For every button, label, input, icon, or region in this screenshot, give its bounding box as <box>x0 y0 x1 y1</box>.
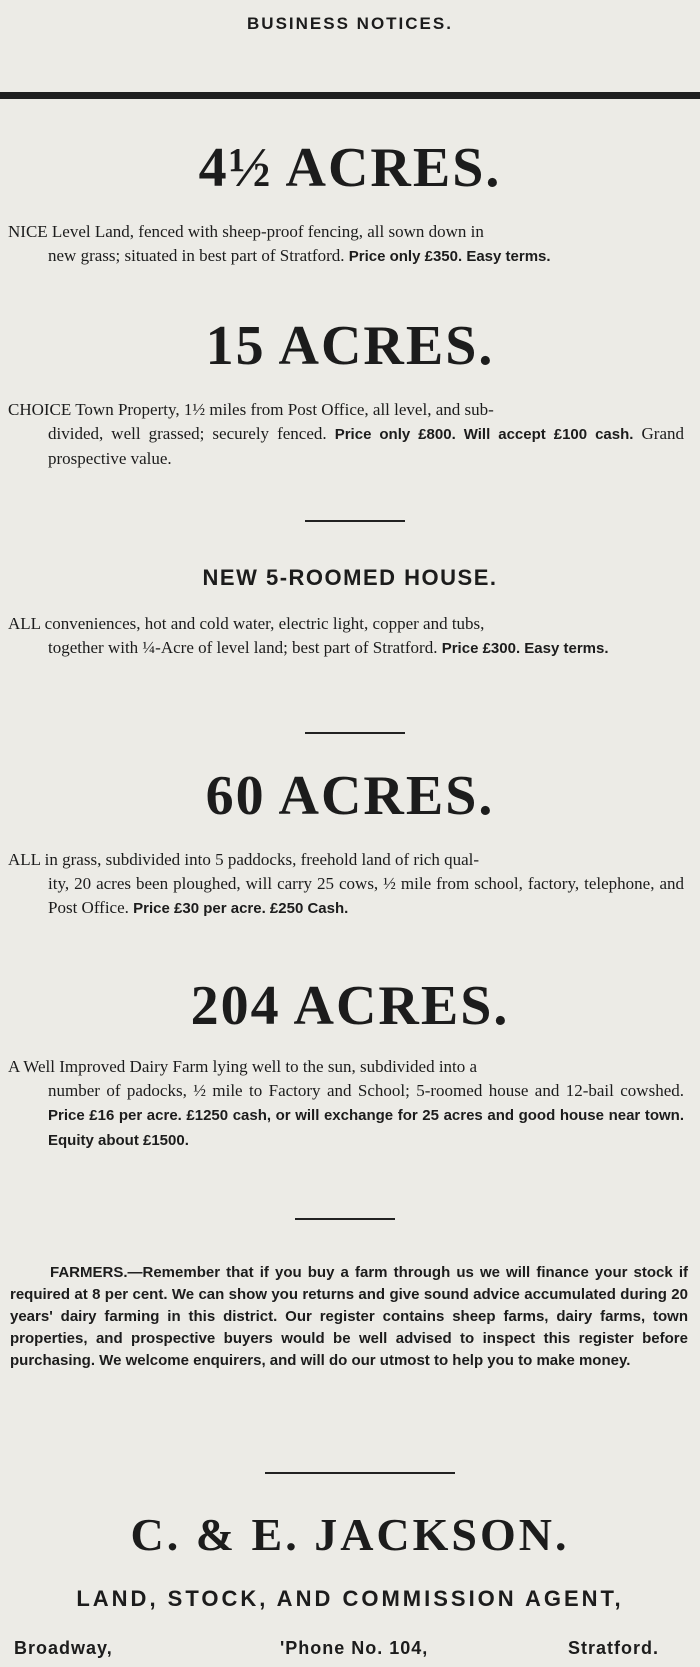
section-header: BUSINESS NOTICES. <box>247 14 453 33</box>
firm-role: LAND, STOCK, AND COMMISSION AGENT, <box>76 1586 624 1611</box>
listing-text-first: ALL conveniences, hot and cold water, electric light, copper and tubs, <box>8 614 485 633</box>
listing-heading-15-acres: 15 ACRES. <box>205 315 495 377</box>
listing-price: Price £16 per acre. £1250 cash, or will exchange for 25 acres and good house near town. Equity about £1500. <box>48 1107 684 1149</box>
listing-price: Price only £800. Will accept £100 cash. <box>334 426 634 443</box>
listing-text-rest: ity, 20 acres been ploughed, will carry 25 cows, ½ mile from school, factory, telephone, and Post Office. <box>48 874 684 917</box>
listing-heading-4-half-acres: 4½ ACRES. <box>198 137 502 199</box>
divider <box>305 520 405 522</box>
listing-heading-new-house: NEW 5-ROOMED HOUSE. <box>202 565 498 590</box>
listing-text-new-house <box>8 612 684 661</box>
top-rule <box>0 92 700 99</box>
firm-address: Broadway, <box>14 1638 113 1658</box>
divider <box>265 1472 455 1474</box>
listing-text-first: ALL in grass, subdivided into 5 paddocks, freehold land of rich qual- <box>8 850 480 869</box>
listing-text-rest: new grass; situated in best part of Stratford. <box>48 246 345 265</box>
listing-text-rest: divided, well grassed; securely fenced. <box>48 424 327 443</box>
firm-name: C. & E. JACKSON. <box>130 1509 570 1560</box>
listing-text-first: NICE Level Land, fenced with sheep-proof fencing, all sown down in <box>8 222 484 241</box>
firm-phone: 'Phone No. 104, <box>280 1638 429 1658</box>
listing-text-rest: together with ¼-Acre of level land; best part of Stratford. <box>48 638 438 657</box>
listing-text-60-acres <box>8 848 684 921</box>
listing-text-first: A Well Improved Dairy Farm lying well to the sun, subdivided into a <box>8 1057 478 1076</box>
listing-text-rest: number of padocks, ½ mile to Factory and School; 5-roomed house and 12-bail cowshed. <box>48 1081 684 1100</box>
divider <box>295 1218 395 1220</box>
listing-text-4-half-acres <box>8 220 684 269</box>
listing-heading-60-acres: 60 ACRES. <box>205 765 495 827</box>
listing-price: Price £300. Easy terms. <box>441 640 609 657</box>
listing-price: Price £30 per acre. £250 Cash. <box>133 900 349 917</box>
divider <box>305 732 405 734</box>
firm-town: Stratford. <box>568 1638 659 1658</box>
listing-text-204-acres <box>8 1055 684 1153</box>
listing-price: Price only £350. Easy terms. <box>348 248 551 265</box>
farmers-notice: FARMERS.—Remember that if you buy a farm through us we will finance your stock if required at 8 per cent. We can show you returns and give sound advice accumulated during 20 years' dairy farming in this district. Our register contains sheep farms, dairy farms, town properties, and prospective buyers would be well advised to inspect this register before purchasing. We welcome enquirers, and will do our utmost to help you to make money. <box>10 1264 688 1369</box>
listing-heading-204-acres: 204 ACRES. <box>190 975 510 1037</box>
listing-text-first: CHOICE Town Property, 1½ miles from Post Office, all level, and sub- <box>8 400 494 419</box>
listing-text-15-acres <box>8 398 684 471</box>
listing-text-after: Grand prospective value. <box>48 424 684 468</box>
